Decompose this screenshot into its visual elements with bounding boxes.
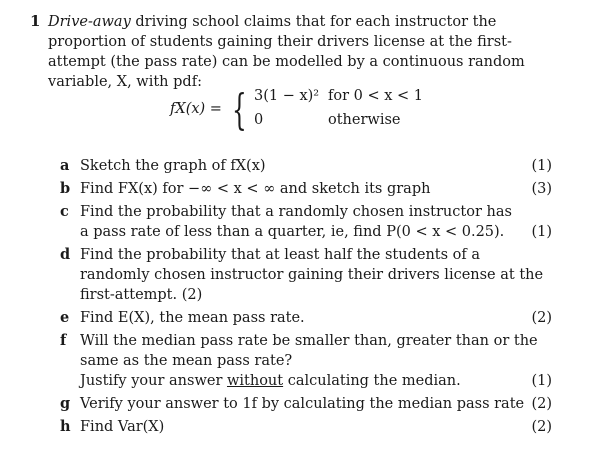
part-d (60, 245, 552, 305)
part-letter: g (60, 395, 71, 412)
part-a (60, 156, 552, 176)
part-h (60, 417, 552, 437)
part-text: Find E(X), the mean pass rate. (80, 310, 305, 326)
pdf-case2-expr: 0 (254, 112, 264, 128)
school-name: Drive-away (48, 14, 131, 30)
part-marks: (2) (531, 310, 552, 326)
part-c (60, 202, 552, 242)
part-letter: f (60, 332, 67, 349)
part-marks: (1) (531, 158, 552, 174)
pdf-case1-cond: for 0 < x < 1 (328, 88, 424, 104)
justify-post: calculating the median. (283, 373, 461, 389)
without-underlined: without (226, 373, 284, 389)
pdf-definition (170, 86, 470, 138)
pdf-lhs: fX(x) = (170, 101, 222, 117)
part-text: Find FX(x) for −∞ < x < ∞ and sketch its graph (80, 181, 431, 197)
part-letter: b (60, 180, 71, 197)
left-brace: { (232, 85, 247, 134)
part-marks: (3) (531, 181, 552, 197)
part-text: Find the probability that at least half the students of a randomly chosen instructor gaining their drivers license at the first-attempt. (2) (80, 247, 544, 303)
intro-text: driving school claims that for each instructor the proportion of students gaining their drivers license at the first-attempt (the pass rate) can be modelled by a continuous random variable, X, with pdf: (48, 14, 525, 90)
justify-pre: Justify your answer (80, 373, 227, 389)
part-g (60, 394, 552, 414)
part-text-a: Will the median pass rate be smaller than, greater than or the same as the mean pass rate? (80, 333, 538, 369)
question-intro (48, 12, 568, 92)
part-text: Sketch the graph of fX(x) (80, 158, 266, 174)
question-parts (60, 156, 552, 440)
part-marks: (2) (531, 419, 552, 435)
pdf-case1-expr: 3(1 − x)² (254, 88, 320, 104)
part-text: Verify your answer to 1f by calculating the median pass rate (80, 396, 525, 412)
part-marks: (2) (531, 396, 552, 412)
part-e (60, 308, 552, 328)
part-letter: d (60, 246, 71, 263)
part-letter: h (60, 418, 71, 435)
part-f (60, 331, 552, 391)
part-letter: e (60, 309, 70, 326)
part-text-b (80, 371, 552, 391)
part-marks: (1) (531, 373, 552, 389)
part-letter: a (60, 157, 70, 174)
pdf-case2-cond: otherwise (328, 112, 401, 128)
part-b (60, 179, 552, 199)
part-letter: c (60, 203, 69, 220)
part-text: Find the probability that a randomly chosen instructor has a pass rate of less than a quarter, ie, find P(0 < x < 0.25). (80, 204, 512, 240)
question-number: 1 (30, 12, 41, 30)
part-marks: (1) (531, 224, 552, 240)
part-text: Find Var(X) (80, 419, 165, 435)
